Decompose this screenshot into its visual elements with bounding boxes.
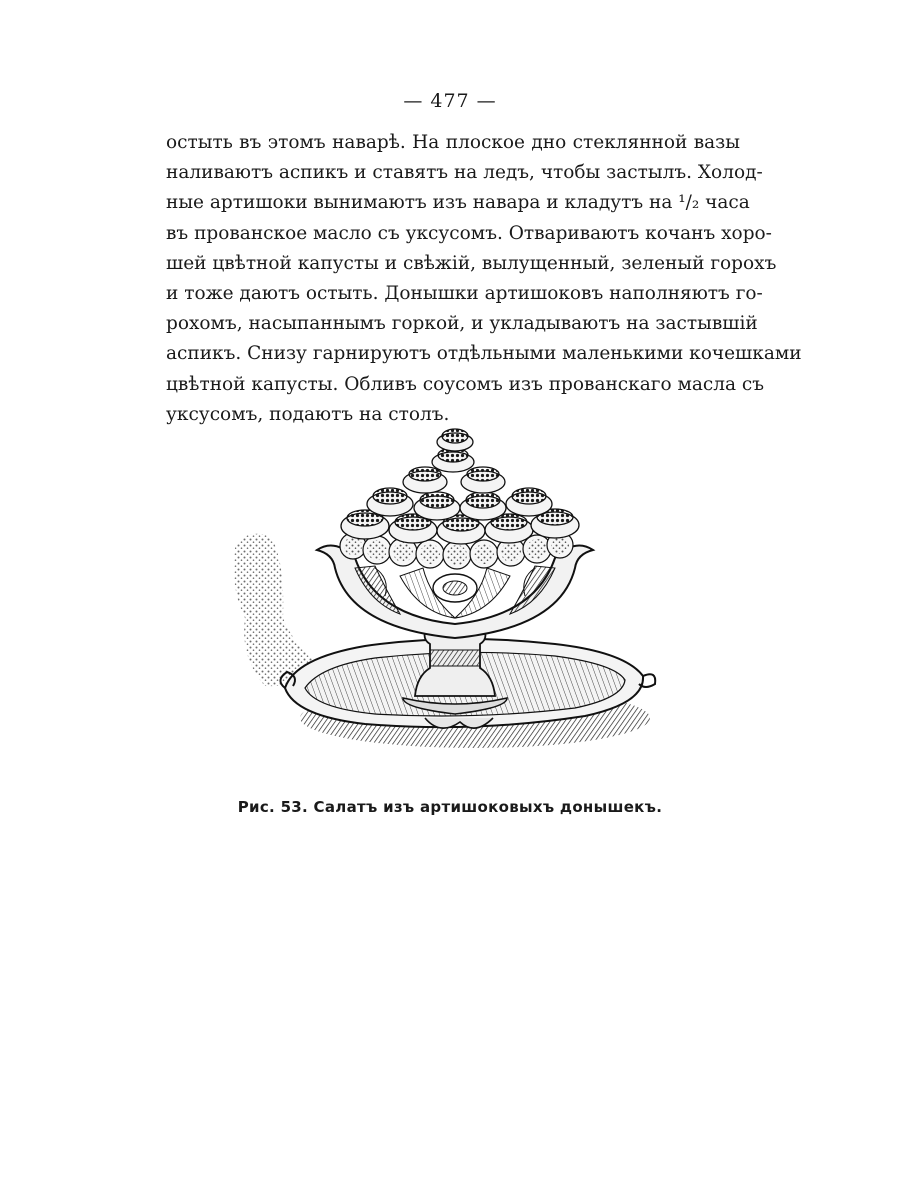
artichoke-row [341, 429, 579, 544]
paragraph-line: уксусомъ, подаютъ на столъ. [166, 403, 450, 425]
paragraph-line: ные артишоки вынимаютъ изъ навара и кладутъ на ¹/₂ часа [166, 192, 750, 214]
salad-vase-illustration [225, 418, 665, 768]
figure-caption: Рис. 53. Салатъ изъ артишоковыхъ донышекъ. [237, 798, 663, 816]
paragraph-line: и тоже даютъ остыть. Донышки артишоковъ наполняютъ го- [166, 282, 763, 304]
paragraph-line: остыть въ этомъ наварѣ. На плоское дно стеклянной вазы [166, 132, 740, 153]
page-number: — 477 — [403, 90, 497, 112]
paragraph-line: аспикъ. Снизу гарнируютъ отдѣльными маленькими кочешками [166, 343, 802, 365]
paragraph-line: рохомъ, насыпаннымъ горкой, и укладываютъ на застывшій [166, 313, 758, 335]
body-paragraph [166, 128, 802, 430]
paragraph-line: наливаютъ аспикъ и ставятъ на ледъ, чтобы застылъ. Холод- [166, 162, 763, 184]
figure-engraving [225, 418, 665, 768]
paragraph-line: шей цвѣтной капусты и свѣжій, вылущенный, зеленый горохъ [166, 252, 777, 274]
paragraph-line: цвѣтной капусты. Обливъ соусомъ изъ прованскаго масла съ [166, 373, 765, 395]
paragraph-line: въ прованское масло съ уксусомъ. Отвариваютъ кочанъ хоро- [166, 222, 772, 244]
